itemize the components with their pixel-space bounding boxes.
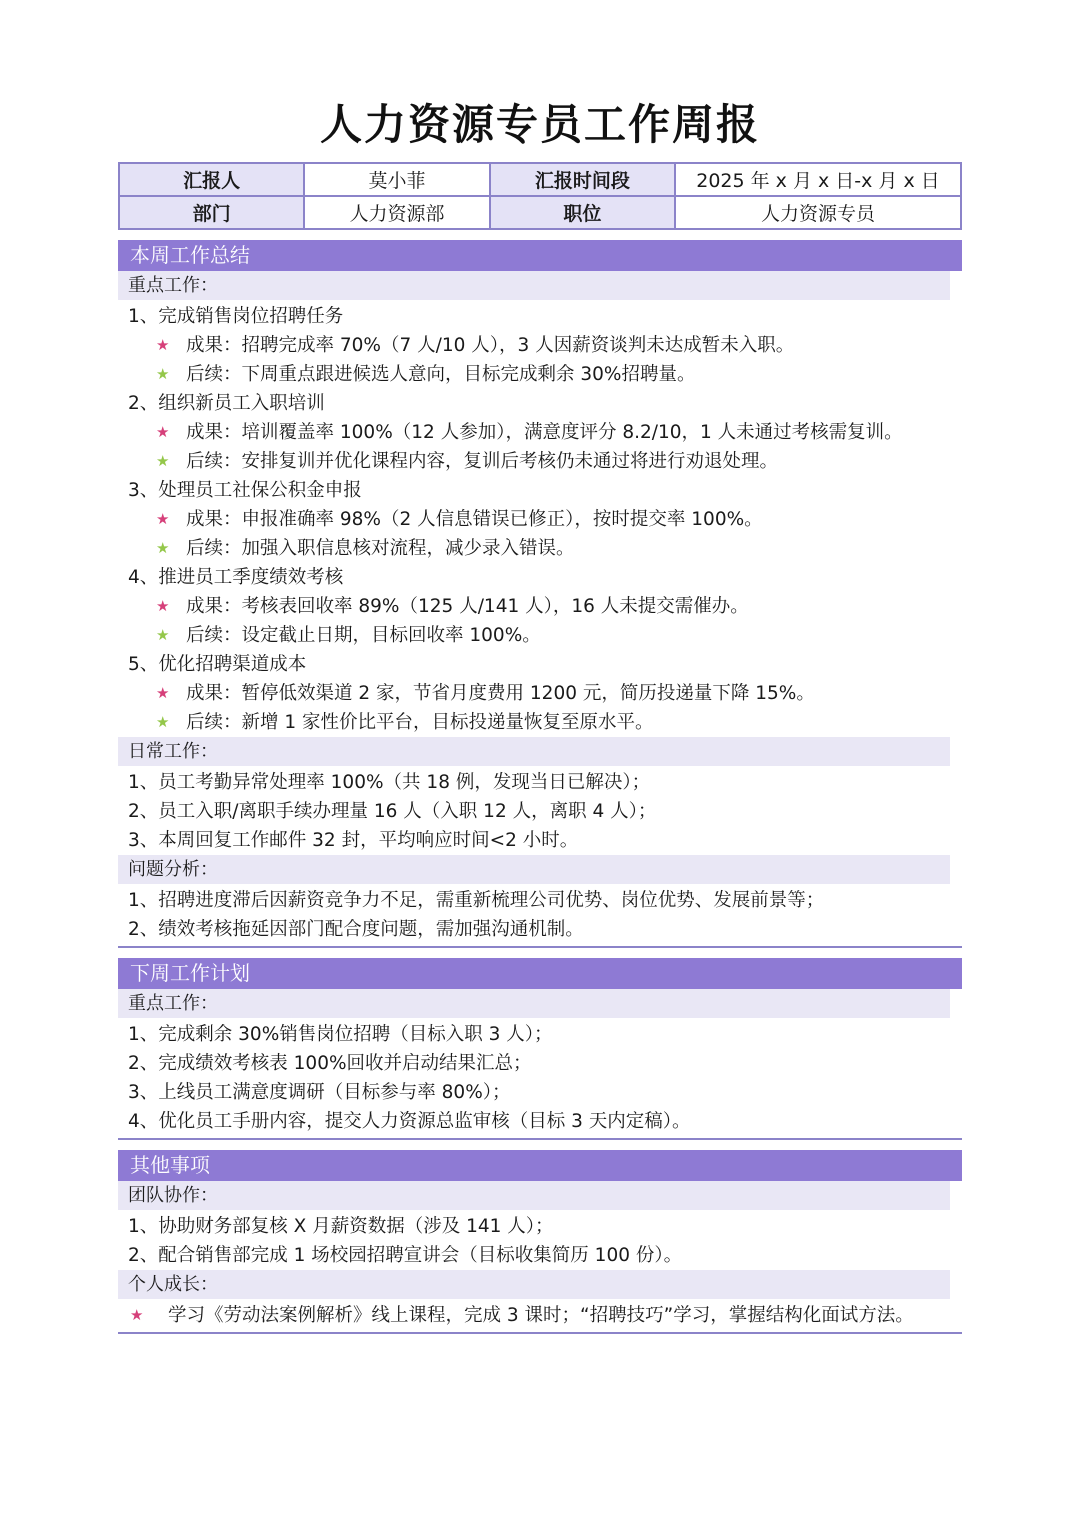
star-icon: ★ [156,684,170,702]
issue-item: 1、招聘进度滞后因薪资竞争力不足，需重新梳理公司优势、岗位优势、发展前景等； [128,890,825,911]
task-followup [118,621,962,650]
followup-text: 后续：设定截止日期，目标回收率 100%。 [186,625,541,646]
info-row [119,163,961,196]
dept-value: 人力资源部 [304,196,489,229]
task-title: 3、处理员工社保公积金申报 [128,480,362,501]
plan-item: 1、完成剩余 30%销售岗位招聘（目标入职 3 人）； [128,1024,553,1045]
star-icon: ★ [130,1306,144,1324]
result-text: 成果：申报准确率 98%（2 人信息错误已修正），按时提交率 100%。 [186,509,763,530]
star-icon: ★ [156,365,170,383]
star-icon: ★ [156,452,170,470]
growth-text: 学习《劳动法案例解析》线上课程，完成 3 课时；“招聘技巧”学习，掌握结构化面试方法。 [168,1305,914,1326]
task-followup [118,447,962,476]
star-icon: ★ [156,336,170,354]
reporter-value: 莫小菲 [304,163,489,196]
period-label: 汇报时间段 [490,163,675,196]
position-label: 职位 [490,196,675,229]
dept-label: 部门 [119,196,304,229]
report-title: 人力资源专员工作周报 [319,100,760,149]
task-result [118,679,962,708]
task-followup [118,360,962,389]
result-text: 成果：暂停低效渠道 2 家，节省月度费用 1200 元，简历投递量下降 15%。 [186,683,815,704]
task-title: 1、完成销售岗位招聘任务 [128,306,344,327]
followup-text: 后续：新增 1 家性价比平台，目标投递量恢复至原水平。 [186,712,654,733]
reporter-label: 汇报人 [119,163,304,196]
result-text: 成果：培训覆盖率 100%（12 人参加），满意度评分 8.2/10，1 人未通过考核需复训。 [186,422,903,443]
section-header-other: 其他事项 [118,1150,962,1181]
star-icon: ★ [156,539,170,557]
report-content [118,240,962,1334]
subheader-team: 团队协作： [118,1181,950,1210]
task-followup [118,708,962,737]
section-header-summary: 本周工作总结 [118,240,962,271]
task-title: 2、组织新员工入职培训 [128,393,325,414]
section-divider [118,1138,962,1140]
result-text: 成果：考核表回收率 89%（125 人/141 人），16 人未提交需催办。 [186,596,749,617]
issue-item: 2、绩效考核拖延因部门配合度问题，需加强沟通机制。 [128,919,584,940]
section-header-plan: 下周工作计划 [118,958,962,989]
info-row [119,196,961,229]
task-result [118,592,962,621]
subheader-key-work: 重点工作： [118,271,950,300]
result-text: 成果：招聘完成率 70%（7 人/10 人），3 人因薪资谈判未达成暂未入职。 [186,335,795,356]
growth-item [118,1301,962,1330]
task-result [118,418,962,447]
info-table [118,162,962,230]
star-icon: ★ [156,423,170,441]
team-item: 1、协助财务部复核 X 月薪资数据（涉及 141 人）； [128,1216,554,1237]
team-item: 2、配合销售部完成 1 场校园招聘宣讲会（目标收集简历 100 份）。 [128,1245,683,1266]
plan-item: 4、优化员工手册内容，提交人力资源总监审核（目标 3 天内定稿）。 [128,1111,691,1132]
period-value: 2025 年 x 月 x 日-x 月 x 日 [675,163,961,196]
daily-item: 1、员工考勤异常处理率 100%（共 18 例，发现当日已解决）； [128,772,651,793]
subheader-plan-key-work: 重点工作： [118,989,950,1018]
plan-item: 2、完成绩效考核表 100%回收并启动结果汇总； [128,1053,532,1074]
followup-text: 后续：加强入职信息核对流程，减少录入错误。 [186,538,575,559]
star-icon: ★ [156,713,170,731]
task-result [118,505,962,534]
subheader-daily-work: 日常工作： [118,737,950,766]
section-divider [118,946,962,948]
task-result [118,331,962,360]
task-title: 5、优化招聘渠道成本 [128,654,307,675]
subheader-growth: 个人成长： [118,1270,950,1299]
star-icon: ★ [156,626,170,644]
daily-item: 3、本周回复工作邮件 32 封，平均响应时间<2 小时。 [128,830,579,851]
section-divider [118,1332,962,1334]
plan-item: 3、上线员工满意度调研（目标参与率 80%）； [128,1082,511,1103]
daily-item: 2、员工入职/离职手续办理量 16 人（入职 12 人，离职 4 人）； [128,801,657,822]
followup-text: 后续：安排复训并优化课程内容，复训后考核仍未通过将进行劝退处理。 [186,451,779,472]
star-icon: ★ [156,510,170,528]
followup-text: 后续：下周重点跟进候选人意向，目标完成剩余 30%招聘量。 [186,364,696,385]
task-title: 4、推进员工季度绩效考核 [128,567,344,588]
task-followup [118,534,962,563]
position-value: 人力资源专员 [675,196,961,229]
subheader-issue-analysis: 问题分析： [118,855,950,884]
star-icon: ★ [156,597,170,615]
